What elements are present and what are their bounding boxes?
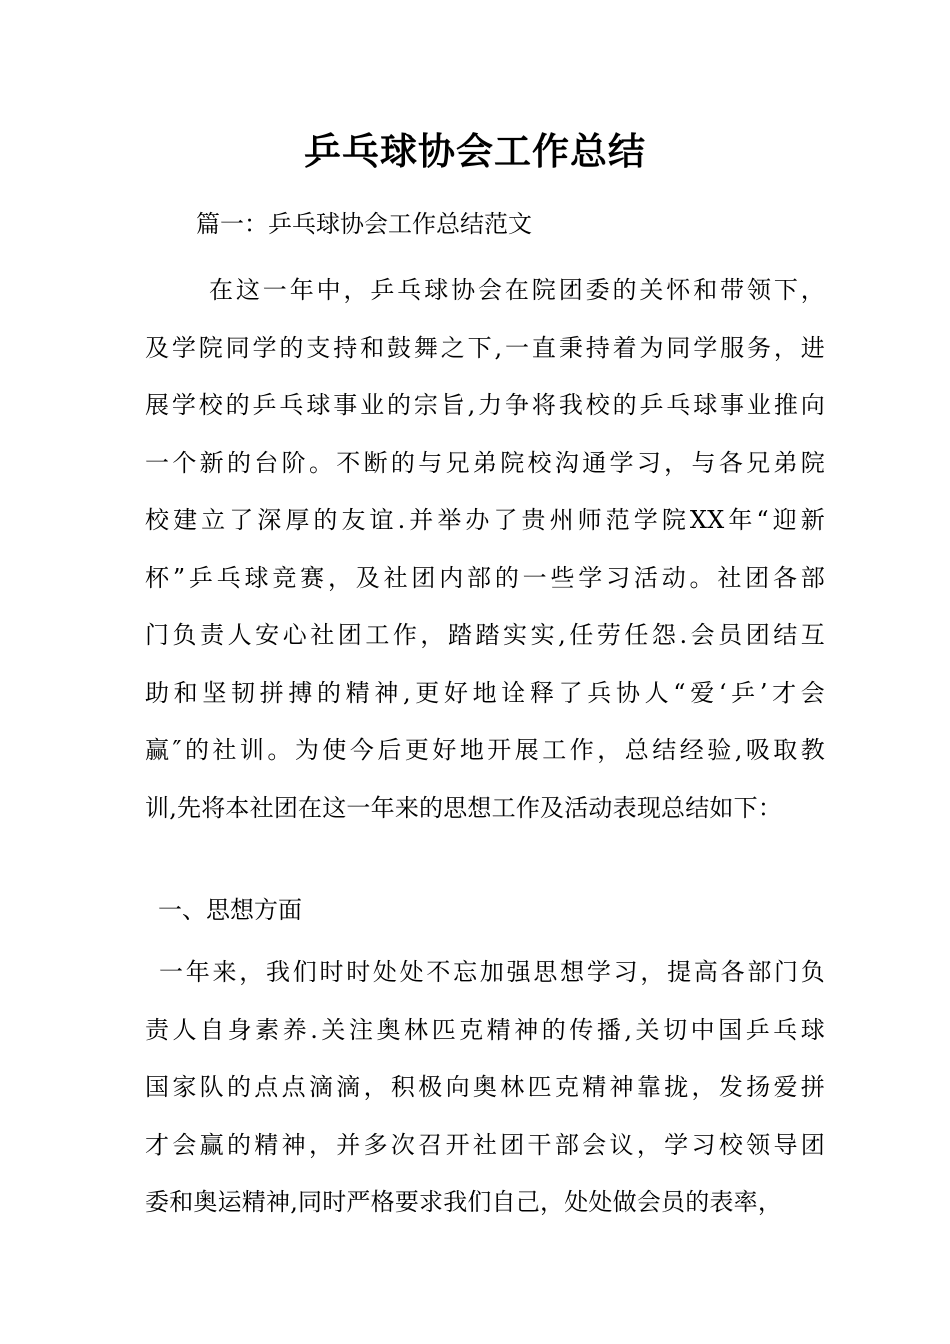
document-subtitle: 篇一：乒乓球协会工作总结范文 bbox=[196, 210, 532, 238]
paragraph-line: 展学校的乒乓球事业的宗旨,力争将我校的乒乓球事业推向 bbox=[145, 391, 825, 419]
paragraph-line: 在这一年中，乒乓球协会在院团委的关怀和带领下， bbox=[209, 276, 825, 304]
paragraph-thought bbox=[145, 944, 825, 1232]
paragraph-line: 赢″的社训。为使今后更好地开展工作，总结经验,吸取教 bbox=[145, 736, 825, 764]
section-heading: 一、思想方面 bbox=[158, 896, 302, 924]
document-title: 乒乓球协会工作总结 bbox=[304, 130, 646, 173]
paragraph-line: 校建立了深厚的友谊.并举办了贵州师范学院XX年“迎新 bbox=[145, 506, 825, 534]
paragraph-line: 一年来，我们时时处处不忘加强思想学习，提高各部门负 bbox=[159, 958, 825, 986]
paragraph-line: 才会赢的精神，并多次召开社团干部会议，学习校领导团 bbox=[145, 1130, 825, 1159]
paragraph-line: 门负责人安心社团工作，踏踏实实,任劳任怨.会员团结互 bbox=[145, 621, 825, 649]
paragraph-line: 训,先将本社团在这一年来的思想工作及活动表现总结如下： bbox=[145, 793, 783, 822]
paragraph-line: 及学院同学的支持和鼓舞之下,一直秉持着为同学服务，进 bbox=[145, 333, 825, 362]
paragraph-line: 助和坚韧拼搏的精神,更好地诠释了兵协人“爱‘乒’才会 bbox=[145, 678, 825, 707]
paragraph-line: 委和奥运精神,同时严格要求我们自己，处处做会员的表率， bbox=[145, 1188, 783, 1216]
paragraph-line: 国家队的点点滴滴，积极向奥林匹克精神靠拢，发扬爱拼 bbox=[145, 1073, 825, 1101]
paragraph-line: 一个新的台阶。不断的与兄弟院校沟通学习，与各兄弟院 bbox=[145, 448, 825, 477]
paragraph-line: 杯”乒乓球竞赛，及社团内部的一些学习活动。社团各部 bbox=[145, 563, 825, 592]
paragraph-line: 责人自身素养.关注奥林匹克精神的传播,关切中国乒乓球 bbox=[145, 1015, 825, 1044]
paragraph-intro bbox=[145, 262, 825, 837]
